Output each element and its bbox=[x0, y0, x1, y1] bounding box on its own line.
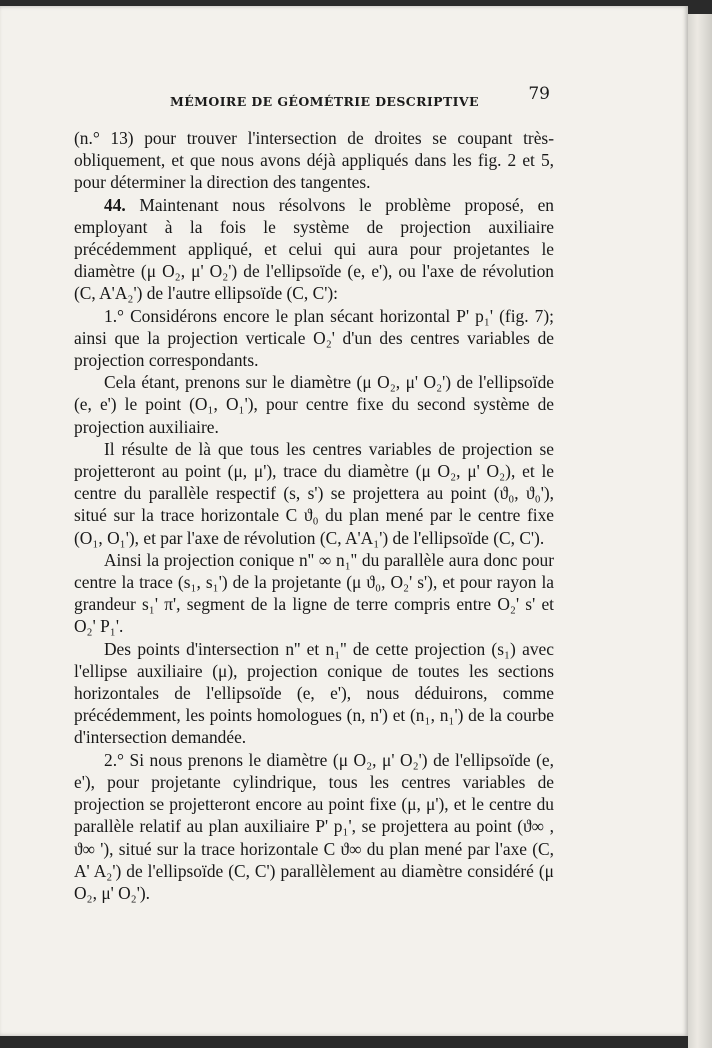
paragraph: Ainsi la projection conique n'' ∞ n₁'' du parallèle aura donc pour centre la trace (s₁, s₁') de la projetante (μ ϑ₀, O₂' s'), et pour rayon la grandeur s₁' π', segment de la ligne de terre compris entre O₂' s' et O₂' P₁'. bbox=[74, 549, 554, 637]
page-number: 79 bbox=[528, 84, 550, 104]
paragraph: Des points d'intersection n'' et n₁'' de cette projection (s₁) avec l'ellipse auxiliaire (μ), projection conique de toutes les sections horizontales de l'ellipsoïde (e, e'), nous déduirons, comme précédemment, les points homologues (n, n') et (n₁, n₁') de la courbe d'intersection demandée. bbox=[74, 638, 554, 748]
paragraph: 2.° Si nous prenons le diamètre (μ O₂, μ' O₂') de l'ellipsoïde (e, e'), pour projetante cylindrique, tous les centres variables de projection se projetteront encore au point fixe (μ, μ'), et le centre du parallèle relatif au plan auxiliaire P' p₁', se projettera au point (ϑ∞ , ϑ∞ '), situé sur la trace horizontale C ϑ∞ du plan mené par l'axe (C, A' A₂') de l'ellipsoïde (C, C') parallèlement au diamètre considéré (μ O₂, μ' O₂'). bbox=[74, 749, 554, 903]
book-page bbox=[0, 6, 688, 1036]
section-number: 44. bbox=[104, 194, 126, 215]
page-header bbox=[74, 84, 552, 114]
page-edge bbox=[688, 14, 712, 1048]
page-bottom-border bbox=[0, 1036, 688, 1048]
paragraph: 1.° Considérons encore le plan sécant horizontal P' p₁' (fig. 7); ainsi que la projection verticale O₂' d'un des centres variables de projection correspondants. bbox=[74, 305, 554, 371]
paragraph: (n.° 13) pour trouver l'intersection de droites se coupant très-obliquement, et que nous avons déjà appliqués dans les fig. 2 et 5, pour déterminer la direction des tangentes. bbox=[74, 128, 554, 193]
paragraph: Il résulte de là que tous les centres variables de projection se projetteront au point (μ, μ'), trace du diamètre (μ O₂, μ' O₂), et le centre du parallèle respectif (s, s') se projettera au point (ϑ₀, ϑ₀'), situé sur la trace horizontale C ϑ₀ du plan mené par le centre fixe (O₁, O₁'), et par l'axe de révolution (C, A'A₁') de l'ellipsoïde (C, C'). bbox=[74, 438, 554, 548]
paragraph: Cela étant, prenons sur le diamètre (μ O₂, μ' O₂') de l'ellipsoïde (e, e') le point (O₁, O₁'), pour centre fixe du second système de projection auxiliaire. bbox=[74, 372, 554, 437]
body-text bbox=[74, 127, 554, 904]
running-title: MÉMOIRE DE GÉOMÉTRIE DESCRIPTIVE bbox=[170, 94, 479, 109]
paragraph-44 bbox=[74, 194, 554, 305]
paragraph-text: Maintenant nous résolvons le problème proposé, en employant à la fois le système de projection auxiliaire précédemment appliqué, et celui qui aura pour projetantes le diamètre (μ O₂, μ' O₂') de l'ellipsoïde (e, e'), ou l'axe de révolution (C, A'A₂') de l'autre ellipsoïde (C, C'): bbox=[74, 194, 554, 304]
